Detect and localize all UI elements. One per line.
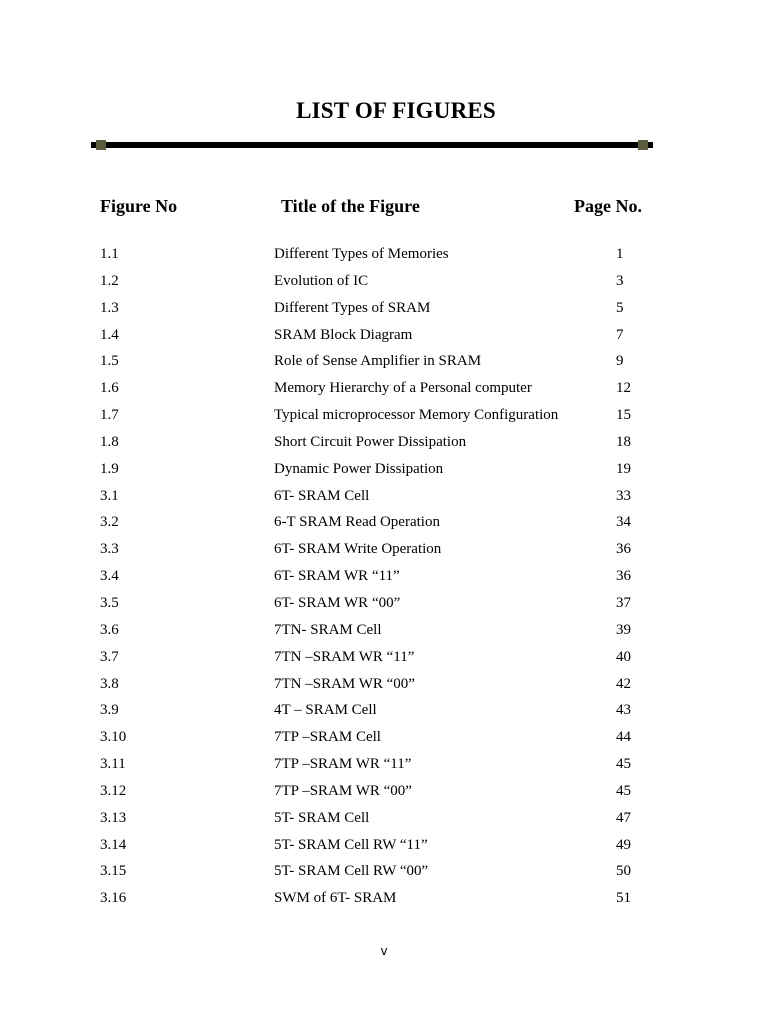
column-header-page-no: Page No. [574,196,642,216]
figure-row [0,724,768,751]
figure-row [0,536,768,563]
figure-title: Different Types of SRAM [274,299,431,316]
figure-number: 1.5 [100,353,119,370]
figure-number: 1.9 [100,460,119,477]
figure-row [0,832,768,859]
figure-number: 1.3 [100,299,119,316]
figure-row [0,402,768,429]
figure-page: 7 [616,326,624,343]
figure-page: 12 [616,380,631,397]
figure-row [0,456,768,483]
figure-number: 1.7 [100,407,119,424]
figure-page: 15 [616,407,631,424]
figure-title: 6T- SRAM Cell [274,487,370,504]
figure-number: 1.4 [100,326,119,343]
figure-page: 37 [616,594,631,611]
figure-page: 33 [616,487,631,504]
figure-page: 3 [616,272,624,289]
figure-number: 3.14 [100,836,127,853]
column-header-figure-no: Figure No [100,196,178,216]
figure-number: 1.6 [100,380,119,397]
figure-title: Different Types of Memories [274,246,449,262]
figure-title: Typical microprocessor Memory Configuration [274,407,559,424]
figure-number: 1.8 [100,433,119,450]
figure-title: SWM of 6T- SRAM [274,890,397,907]
figure-page: 34 [616,514,631,531]
figure-title: 6-T SRAM Read Operation [274,514,440,531]
figure-page: 9 [616,353,624,370]
figure-row [0,241,768,268]
figure-number: 3.4 [100,568,119,585]
figure-row [0,563,768,590]
page-title: LIST OF FIGURES [296,98,496,123]
figure-page: 45 [616,756,631,773]
figure-row [0,644,768,671]
figure-row [0,697,768,724]
figure-number: 1.1 [100,246,119,262]
figure-row [0,429,768,456]
figure-title: 5T- SRAM Cell RW “11” [274,836,428,853]
title-divider [91,142,653,148]
figure-title: 7TN- SRAM Cell [274,621,382,638]
divider-cap-left [96,140,106,150]
figure-title: 5T- SRAM Cell [274,809,370,826]
figure-page: 19 [616,460,631,477]
figure-number: 3.10 [100,729,127,746]
figure-page: 1 [616,246,624,262]
figure-title: Memory Hierarchy of a Personal computer [274,380,532,397]
figure-page: 47 [616,809,631,826]
figure-number: 3.2 [100,514,119,531]
divider-cap-right [638,140,648,150]
figure-title: 7TP –SRAM Cell [274,729,381,746]
figure-row [0,858,768,885]
figure-title: 4T – SRAM Cell [274,702,377,719]
figure-number: 1.2 [100,272,119,289]
figure-number: 3.8 [100,675,119,692]
figure-title: 7TN –SRAM WR “11” [274,648,415,665]
figure-page: 51 [616,890,631,907]
figure-number: 3.9 [100,702,119,719]
figure-page: 39 [616,621,631,638]
figure-title: 6T- SRAM WR “11” [274,568,400,585]
figure-page: 5 [616,299,624,316]
figure-number: 3.15 [100,863,127,880]
figure-page: 49 [616,836,631,853]
figure-number: 3.16 [100,890,127,907]
figure-row [0,375,768,402]
figure-title: Role of Sense Amplifier in SRAM [274,353,482,370]
figure-page: 36 [616,541,631,558]
figure-number: 3.1 [100,487,119,504]
figure-page: 44 [616,729,631,746]
figure-number: 3.7 [100,648,119,665]
figure-page: 42 [616,675,631,692]
figure-number: 3.6 [100,621,119,638]
figure-page: 40 [616,648,631,665]
column-header-title: Title of the Figure [281,196,420,216]
figure-row [0,268,768,295]
figure-list [0,241,768,912]
figure-title: 7TP –SRAM WR “00” [274,782,412,799]
figure-title: Dynamic Power Dissipation [274,460,444,477]
figure-title: 7TP –SRAM WR “11” [274,756,412,773]
figure-number: 3.5 [100,594,119,611]
figure-title: 7TN –SRAM WR “00” [274,675,415,692]
figure-page: 50 [616,863,631,880]
figure-row [0,778,768,805]
figure-page: 18 [616,433,631,450]
figure-page: 43 [616,702,631,719]
figure-row [0,885,768,912]
figure-row [0,671,768,698]
page-number: v [380,944,388,958]
figure-title: 6T- SRAM Write Operation [274,541,442,558]
figure-row [0,617,768,644]
figure-title: Short Circuit Power Dissipation [274,433,467,450]
figure-row [0,590,768,617]
figure-title: 5T- SRAM Cell RW “00” [274,863,429,880]
figure-number: 3.12 [100,782,127,799]
figure-row [0,348,768,375]
figure-number: 3.13 [100,809,127,826]
figure-row [0,322,768,349]
figure-title: Evolution of IC [274,272,369,289]
figure-number: 3.3 [100,541,119,558]
figure-row [0,483,768,510]
figure-page: 36 [616,568,631,585]
figure-title: 6T- SRAM WR “00” [274,594,401,611]
figure-row [0,295,768,322]
figure-row [0,509,768,536]
figure-page: 45 [616,782,631,799]
figure-row [0,805,768,832]
figure-title: SRAM Block Diagram [274,326,413,343]
figure-row [0,751,768,778]
figure-number: 3.11 [100,756,126,773]
